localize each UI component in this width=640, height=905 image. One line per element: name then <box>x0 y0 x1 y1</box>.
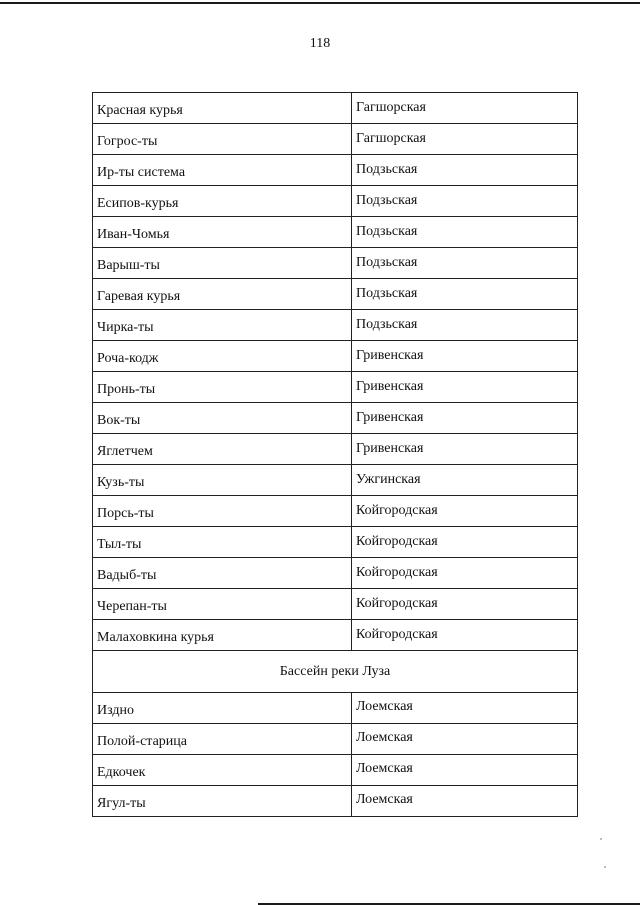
water-body-name: Ягул-ты <box>93 786 352 817</box>
district-name: Койгородская <box>352 558 578 589</box>
table-row <box>93 155 578 186</box>
table-row <box>93 93 578 124</box>
table-row <box>93 527 578 558</box>
scan-speck <box>604 866 606 868</box>
district-name: Подзьская <box>352 186 578 217</box>
water-body-name: Яглетчем <box>93 434 352 465</box>
district-name: Гагшорская <box>352 93 578 124</box>
district-name: Подзьская <box>352 155 578 186</box>
district-name: Гривенская <box>352 341 578 372</box>
water-body-name: Пронь-ты <box>93 372 352 403</box>
table-row <box>93 186 578 217</box>
table-row <box>93 589 578 620</box>
water-body-name: Вок-ты <box>93 403 352 434</box>
water-body-name: Иван-Чомья <box>93 217 352 248</box>
table-row <box>93 496 578 527</box>
district-name: Гривенская <box>352 434 578 465</box>
district-name: Гривенская <box>352 372 578 403</box>
district-name: Подзьская <box>352 279 578 310</box>
table-row <box>93 279 578 310</box>
water-body-name: Чирка-ты <box>93 310 352 341</box>
water-body-name: Порсь-ты <box>93 496 352 527</box>
table-row <box>93 372 578 403</box>
water-bodies-table <box>92 92 578 817</box>
water-body-name: Роча-кодж <box>93 341 352 372</box>
water-body-name: Гогрос-ты <box>93 124 352 155</box>
table-row <box>93 310 578 341</box>
district-name: Койгородская <box>352 620 578 651</box>
water-body-name: Едкочек <box>93 755 352 786</box>
table-row <box>93 755 578 786</box>
table-body-main <box>93 93 578 651</box>
district-name: Койгородская <box>352 589 578 620</box>
district-name: Гривенская <box>352 403 578 434</box>
table-body-luza <box>93 693 578 817</box>
table-section <box>93 651 578 693</box>
page-number: 118 <box>309 36 331 51</box>
scan-speck <box>600 838 602 840</box>
table-row <box>93 620 578 651</box>
table-row <box>93 341 578 372</box>
table-row <box>93 693 578 724</box>
water-body-name: Черепан-ты <box>93 589 352 620</box>
district-name: Лоемская <box>352 786 578 817</box>
water-body-name: Гаревая курья <box>93 279 352 310</box>
table-row <box>93 217 578 248</box>
district-name: Ужгинская <box>352 465 578 496</box>
table-row <box>93 786 578 817</box>
district-name: Койгородская <box>352 527 578 558</box>
district-name: Гагшорская <box>352 124 578 155</box>
table-row <box>93 465 578 496</box>
water-body-name: Красная курья <box>93 93 352 124</box>
table-row <box>93 724 578 755</box>
water-body-name: Вадыб-ты <box>93 558 352 589</box>
water-body-name: Варыш-ты <box>93 248 352 279</box>
table-row <box>93 124 578 155</box>
section-header-row <box>93 651 578 693</box>
district-name: Лоемская <box>352 755 578 786</box>
table-row <box>93 248 578 279</box>
district-name: Лоемская <box>352 724 578 755</box>
district-name: Подзьская <box>352 310 578 341</box>
scan-border-top <box>0 2 640 4</box>
district-name: Подзьская <box>352 248 578 279</box>
table-row <box>93 434 578 465</box>
water-body-name: Малаховкина курья <box>93 620 352 651</box>
district-name: Лоемская <box>352 693 578 724</box>
section-title: Бассейн реки Луза <box>93 651 578 693</box>
water-body-name: Ир-ты система <box>93 155 352 186</box>
water-body-name: Издно <box>93 693 352 724</box>
table-row <box>93 558 578 589</box>
water-body-name: Полой-старица <box>93 724 352 755</box>
water-body-name: Есипов-курья <box>93 186 352 217</box>
district-name: Койгородская <box>352 496 578 527</box>
water-body-name: Тыл-ты <box>93 527 352 558</box>
district-name: Подзьская <box>352 217 578 248</box>
table-row <box>93 403 578 434</box>
water-body-name: Кузь-ты <box>93 465 352 496</box>
